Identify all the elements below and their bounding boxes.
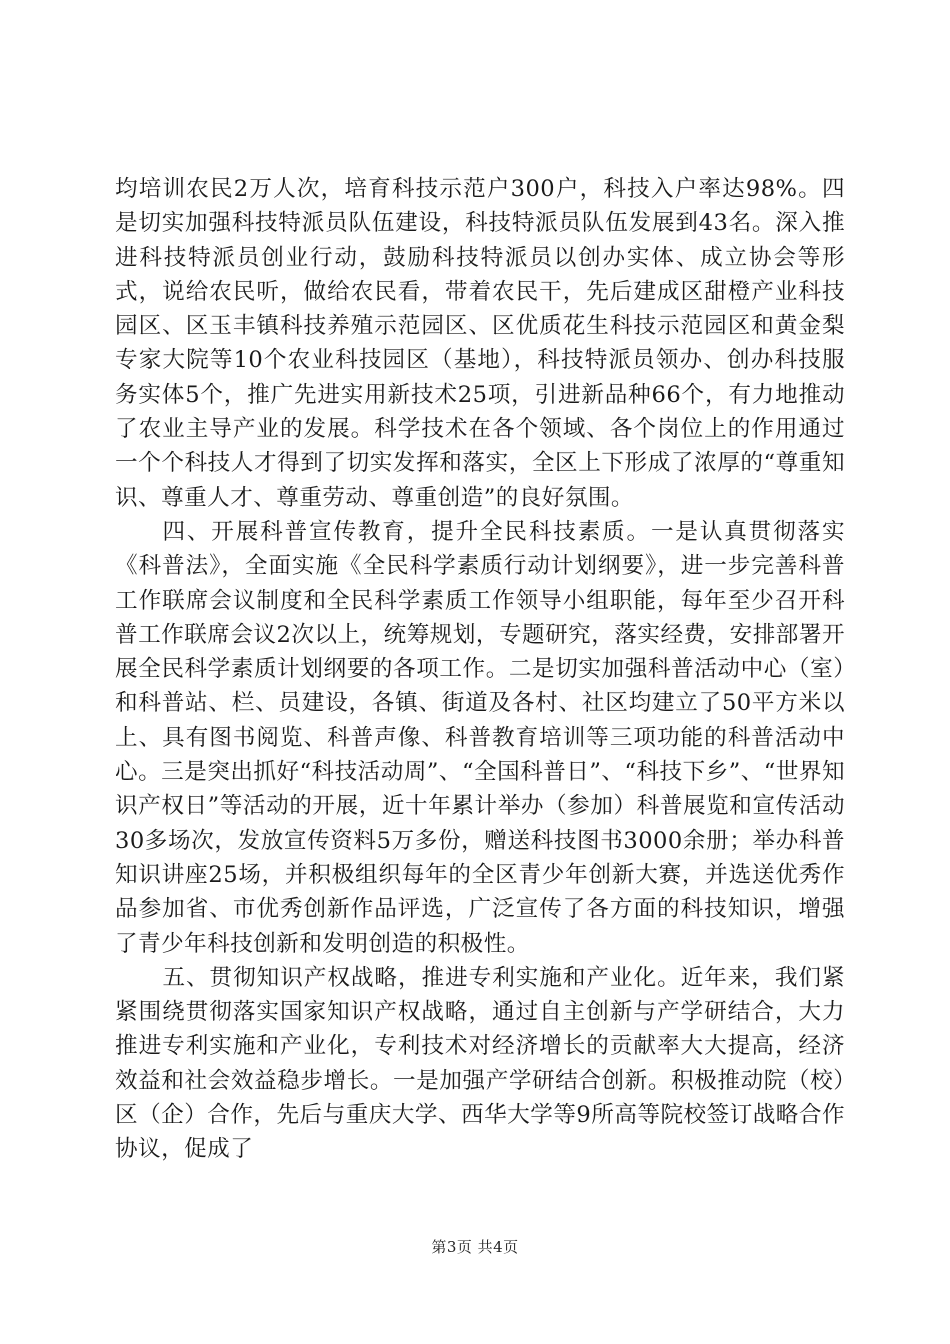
page-footer: 第3页 共4页 (431, 1238, 519, 1256)
paragraph-continued: 均培训农民2万人次，培育科技示范户300户，科技入户率达98%。四是切实加强科技特派员队伍建设，科技特派员队伍发展到43名。深入推进科技特派员创业行动，鼓励科技特派员以创办实体、成立协会等形式，说给农民听，做给农民看，带着农民干，先后建成区甜橙产业科技园区、区玉丰镇科技养殖示范园区、区优质花生科技示范园区和黄金梨专家大院等10个农业科技园区（基地），科技特派员领办、创办科技服务实体5个，推广先进实用新技术25项，引进新品种66个，有力地推动了农业主导产业的发展。科学技术在各个领域、各个岗位上的作用通过一个个科技人才得到了切实发挥和落实，全区上下形成了浓厚的“尊重知识、尊重人才、尊重劳动、尊重创造”的良好氛围。 (115, 176, 845, 511)
paragraph-section-four: 四、开展科普宣传教育，提升全民科技素质。一是认真贯彻落实《科普法》，全面实施《全民科学素质行动计划纲要》，进一步完善科普工作联席会议制度和全民科学素质工作领导小组职能，每年至少召开科普工作联席会议2次以上，统筹规划，专题研究，落实经费，安排部署开展全民科学素质计划纲要的各项工作。二是切实加强科普活动中心（室）和科普站、栏、员建设，各镇、街道及各村、社区均建立了50平方米以上、具有图书阅览、科普声像、科普教育培训等三项功能的科普活动中心。三是突出抓好“科技活动周”、“全国科普日”、“科技下乡”、“世界知识产权日”等活动的开展，近十年累计举办（参加）科普展览和宣传活动30多场次，发放宣传资料5万多份，赠送科技图书3000余册；举办科普知识讲座25场，并积极组织每年的全区青少年创新大赛，并选送优秀作品参加省、市优秀创新作品评选，广泛宣传了各方面的科技知识，增强了青少年科技创新和发明创造的积极性。 (115, 518, 845, 957)
paragraph-section-five: 五、贯彻知识产权战略，推进专利实施和产业化。近年来，我们紧紧围绕贯彻落实国家知识产权战略，通过自主创新与产学研结合，大力推进专利实施和产业化，专利技术对经济增长的贡献率大大提高，经济效益和社会效益稳步增长。一是加强产学研结合创新。积极推动院（校）区（企）合作，先后与重庆大学、西华大学等9所高等院校签订战略合作协议，促成了 (115, 964, 845, 1163)
document-body (115, 172, 845, 1167)
